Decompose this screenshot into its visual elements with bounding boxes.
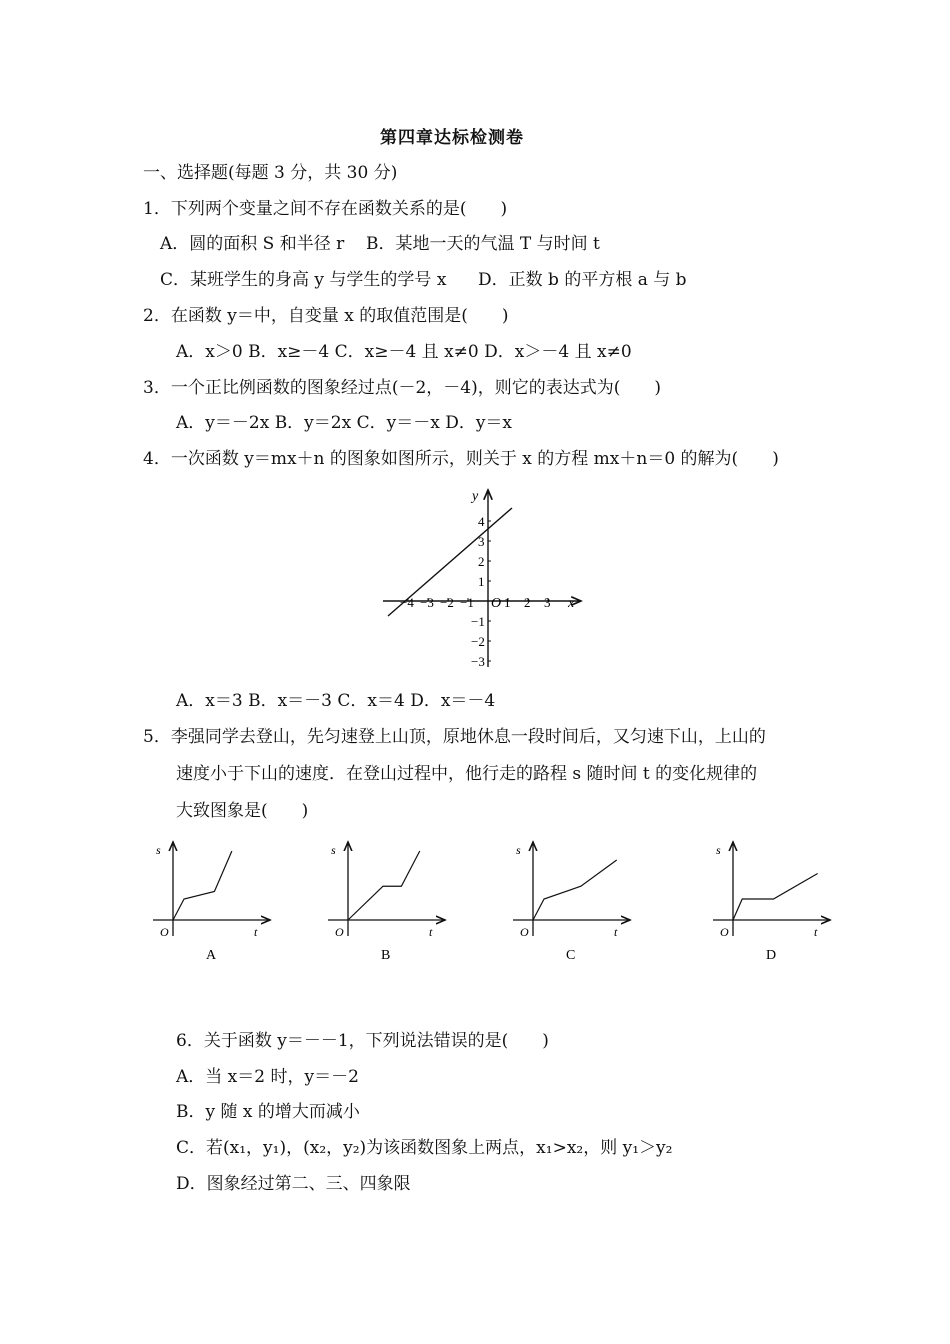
origin-label: O bbox=[720, 925, 729, 939]
q2-stem: 2．在函数 y＝中，自变量 x 的取值范围是( ) bbox=[143, 306, 509, 326]
q3-options: A．y＝－2x B．y＝2x C．y＝－x D．y＝x bbox=[176, 413, 513, 433]
q2-options: A．x＞0 B．x≥－4 C．x≥－4 且 x≠0 D．x＞－4 且 x≠0 bbox=[176, 342, 632, 362]
q4-stem: 4．一次函数 y＝mx＋n 的图象如图所示，则关于 x 的方程 mx＋n＝0 的解为( ) bbox=[143, 449, 779, 469]
x-axis-label: x bbox=[568, 596, 575, 611]
y-tick-label: 2 bbox=[478, 554, 485, 569]
graph-label: D bbox=[766, 948, 777, 963]
q6-option-a: A．当 x＝2 时，y＝－2 bbox=[176, 1067, 359, 1087]
graph-A bbox=[148, 838, 273, 968]
graph-label: B bbox=[381, 948, 391, 963]
q6-stem: 6．关于函数 y＝－－1，下列说法错误的是( ) bbox=[176, 1031, 549, 1051]
path-curve bbox=[173, 851, 232, 920]
x-tick-label: 2 bbox=[524, 595, 531, 610]
q6-option-d: D．图象经过第二、三、四象限 bbox=[176, 1174, 411, 1194]
section-heading: 一、选择题(每题 3 分，共 30 分) bbox=[143, 163, 398, 183]
t-label: t bbox=[614, 925, 618, 939]
x-tick-label: −4 bbox=[400, 595, 414, 610]
x-tick-label: −3 bbox=[420, 595, 434, 610]
y-tick-label: −3 bbox=[471, 654, 485, 669]
graph-B bbox=[323, 838, 448, 968]
t-label: t bbox=[814, 925, 818, 939]
x-tick-label: −2 bbox=[440, 595, 454, 610]
y-axis-label: y bbox=[472, 489, 479, 504]
t-label: t bbox=[429, 925, 433, 939]
origin-label: O bbox=[491, 596, 502, 611]
q4-options: A．x＝3 B．x＝－3 C．x＝4 D．x＝－4 bbox=[176, 691, 496, 711]
x-tick-label: 1 bbox=[504, 595, 511, 610]
graph-label: A bbox=[206, 948, 217, 963]
s-label: s bbox=[331, 843, 336, 857]
y-tick-label: 3 bbox=[478, 534, 485, 549]
y-tick-label: −1 bbox=[471, 614, 485, 629]
q4-graph bbox=[375, 484, 585, 669]
page-title: 第四章达标检测卷 bbox=[380, 128, 524, 148]
q6-option-b: B．y 随 x 的增大而减小 bbox=[176, 1102, 360, 1122]
s-label: s bbox=[716, 843, 721, 857]
x-tick-label: 3 bbox=[544, 595, 551, 610]
s-label: s bbox=[516, 843, 521, 857]
q1-option-a: A．圆的面积 S 和半径 r bbox=[160, 234, 345, 254]
x-tick-label: −1 bbox=[460, 595, 474, 610]
q1-option-d: D．正数 b 的平方根 a 与 b bbox=[478, 270, 687, 290]
y-tick-label: 1 bbox=[478, 574, 485, 589]
path-curve bbox=[533, 860, 617, 920]
q1-option-c: C．某班学生的身高 y 与学生的学号 x bbox=[160, 270, 447, 290]
q1-stem: 1．下列两个变量之间不存在函数关系的是( ) bbox=[143, 199, 508, 219]
q5-line2: 速度小于下山的速度．在登山过程中，他行走的路程 s 随时间 t 的变化规律的 bbox=[176, 764, 758, 784]
q5-line1: 5．李强同学去登山，先匀速登上山顶，原地休息一段时间后，又匀速下山，上山的 bbox=[143, 727, 766, 747]
graph-C bbox=[508, 838, 633, 968]
s-label: s bbox=[156, 843, 161, 857]
q3-stem: 3．一个正比例函数的图象经过点(－2，－4)，则它的表达式为( ) bbox=[143, 378, 661, 398]
origin-label: O bbox=[335, 925, 344, 939]
path-curve bbox=[733, 874, 818, 921]
graph-label: C bbox=[566, 948, 576, 963]
origin-label: O bbox=[160, 925, 169, 939]
path-curve bbox=[348, 851, 420, 920]
q5-line3: 大致图象是( ) bbox=[176, 801, 309, 821]
y-tick-label: −2 bbox=[471, 634, 485, 649]
y-tick-label: 4 bbox=[478, 514, 485, 529]
origin-label: O bbox=[520, 925, 529, 939]
graph-D bbox=[708, 838, 833, 968]
t-label: t bbox=[254, 925, 258, 939]
q1-option-b: B．某地一天的气温 T 与时间 t bbox=[366, 234, 600, 254]
q6-option-c: C．若(x₁，y₁)，(x₂，y₂)为该函数图象上两点，x₁>x₂，则 y₁＞y₂ bbox=[176, 1138, 673, 1158]
